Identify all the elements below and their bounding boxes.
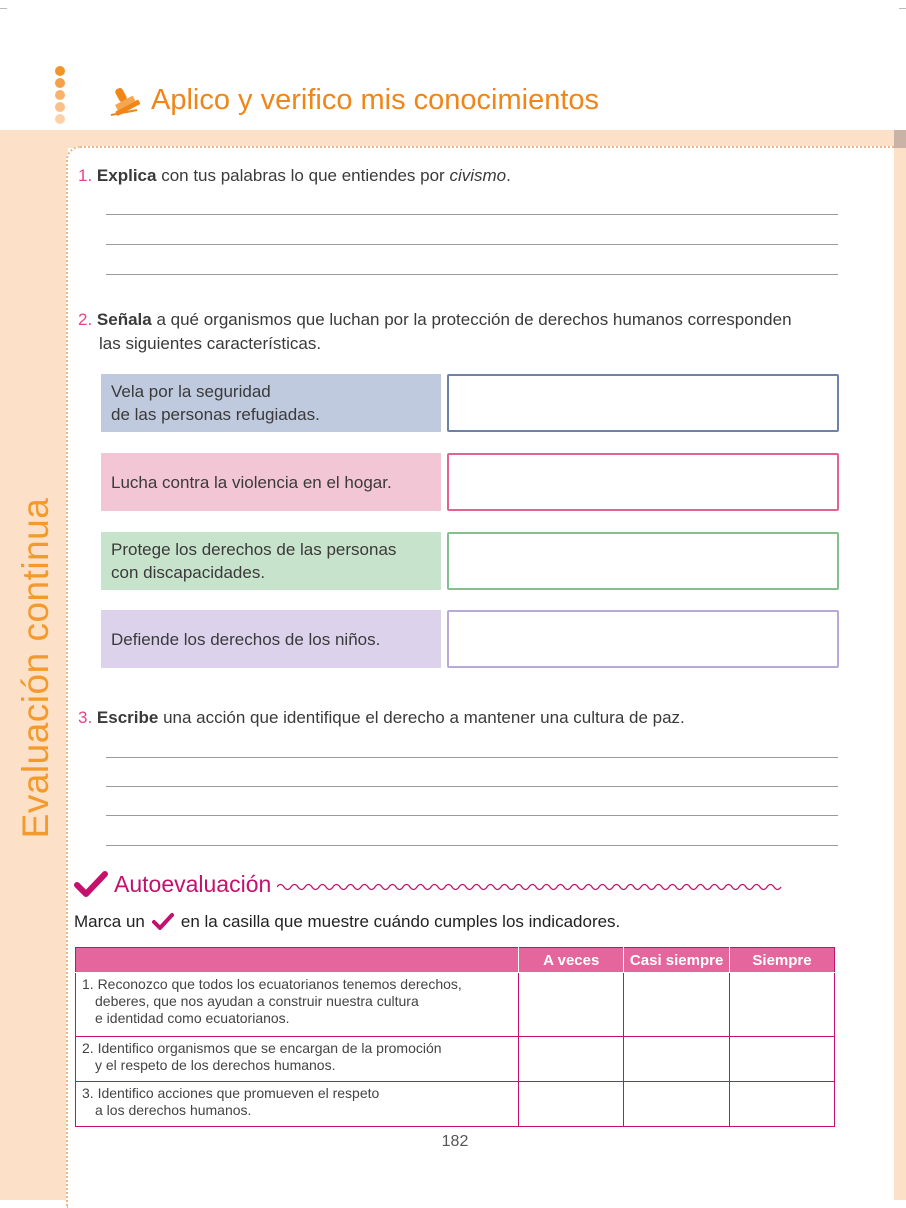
- checkbox-cell[interactable]: [624, 973, 730, 1037]
- right-band: [894, 130, 906, 1200]
- table-row: [76, 973, 835, 1037]
- question-end: .: [506, 166, 511, 185]
- question-verb: Escribe: [96, 708, 159, 727]
- instruction-after: en la casilla que muestre cuándo cumples los indicadores.: [180, 912, 621, 931]
- wavy-line-icon: [277, 880, 789, 894]
- characteristic-line: Vela por la seguridad: [111, 382, 271, 401]
- crop-mark: [899, 8, 906, 9]
- table-header-blank: [76, 948, 519, 973]
- section-header: [107, 82, 599, 118]
- organism-answer-box[interactable]: [447, 453, 839, 511]
- checkmark-icon: [151, 912, 175, 932]
- answer-line[interactable]: [106, 214, 838, 215]
- indicator-line: 1. Reconozco que todos los ecuatorianos tenemos derechos,: [82, 976, 462, 992]
- column-header: A veces: [519, 948, 624, 973]
- indicator-line: y el respeto de los derechos humanos.: [95, 1057, 336, 1073]
- characteristic-line: Defiende los derechos de los niños.: [111, 629, 381, 649]
- checkmark-icon: [74, 870, 108, 898]
- column-header: Casi siempre: [624, 948, 730, 973]
- question-3: [78, 706, 685, 730]
- answer-line[interactable]: [106, 274, 838, 275]
- question-2: [78, 308, 792, 356]
- indicator-cell: [76, 1037, 519, 1082]
- organism-answer-box[interactable]: [447, 374, 839, 432]
- indicator-line: 2. Identifico organismos que se encargan de la promoción: [82, 1040, 442, 1056]
- characteristic-label: [101, 532, 441, 590]
- autoevaluacion-title: Autoevaluación: [114, 870, 272, 897]
- autoevaluacion-header: [74, 870, 789, 898]
- answer-line[interactable]: [106, 244, 838, 245]
- checkbox-cell[interactable]: [730, 973, 835, 1037]
- checkbox-cell[interactable]: [624, 1082, 730, 1127]
- characteristic-label: [101, 374, 441, 432]
- question-verb: Explica: [96, 166, 157, 185]
- checkbox-cell[interactable]: [624, 1037, 730, 1082]
- answer-line[interactable]: [106, 786, 838, 787]
- checkbox-cell[interactable]: [519, 973, 624, 1037]
- question-text-line2: las siguientes características.: [99, 334, 322, 353]
- characteristic-line: con discapacidades.: [111, 563, 266, 582]
- checkbox-cell[interactable]: [730, 1082, 835, 1127]
- decorative-dots: [55, 66, 65, 126]
- indicator-line: a los derechos humanos.: [95, 1102, 252, 1118]
- question-number: 2.: [78, 310, 93, 329]
- table-header-row: [76, 948, 835, 973]
- question-1: [78, 164, 511, 188]
- answer-line[interactable]: [106, 757, 838, 758]
- column-header: Siempre: [730, 948, 835, 973]
- indicator-line: e identidad como ecuatorianos.: [95, 1010, 290, 1026]
- checkbox-cell[interactable]: [519, 1037, 624, 1082]
- answer-line[interactable]: [106, 845, 838, 846]
- question-text: a qué organismos que luchan por la protección de derechos humanos corresponden: [151, 310, 792, 329]
- checkbox-cell[interactable]: [730, 1037, 835, 1082]
- page-tab: [894, 130, 906, 148]
- table-row: [76, 1082, 835, 1127]
- page-number: 182: [441, 1133, 469, 1150]
- question-number: 1.: [78, 166, 93, 185]
- question-text: una acción que identifique el derecho a mantener una cultura de paz.: [158, 708, 685, 727]
- instruction: [74, 912, 620, 932]
- organism-answer-box[interactable]: [447, 610, 839, 668]
- question-italic: civismo: [449, 166, 507, 185]
- characteristic-line: de las personas refugiadas.: [111, 405, 320, 424]
- indicator-line: deberes, que nos ayudan a construir nuestra cultura: [95, 993, 419, 1009]
- characteristic-label: [101, 453, 441, 511]
- question-verb: Señala: [96, 310, 152, 329]
- question-text: con tus palabras lo que entiendes por: [156, 166, 450, 185]
- characteristic-label: [101, 610, 441, 668]
- indicator-cell: [76, 973, 519, 1037]
- sidebar-label: Evaluación continua: [15, 497, 56, 838]
- characteristic-line: Lucha contra la violencia en el hogar.: [111, 472, 392, 492]
- sidebar-label-wrap: [10, 497, 62, 838]
- organism-answer-box[interactable]: [447, 532, 839, 590]
- checkbox-cell[interactable]: [519, 1082, 624, 1127]
- stamp-icon: [107, 82, 147, 118]
- crop-mark: [0, 8, 7, 9]
- indicator-cell: [76, 1082, 519, 1127]
- answer-line[interactable]: [106, 815, 838, 816]
- question-number: 3.: [78, 708, 93, 727]
- page-title: Aplico y verifico mis conocimientos: [151, 83, 600, 116]
- indicator-line: 3. Identifico acciones que promueven el respeto: [82, 1085, 380, 1101]
- self-evaluation-table: [75, 947, 835, 1127]
- table-row: [76, 1037, 835, 1082]
- instruction-before: Marca un: [74, 912, 145, 931]
- characteristic-line: Protege los derechos de las personas: [111, 540, 397, 559]
